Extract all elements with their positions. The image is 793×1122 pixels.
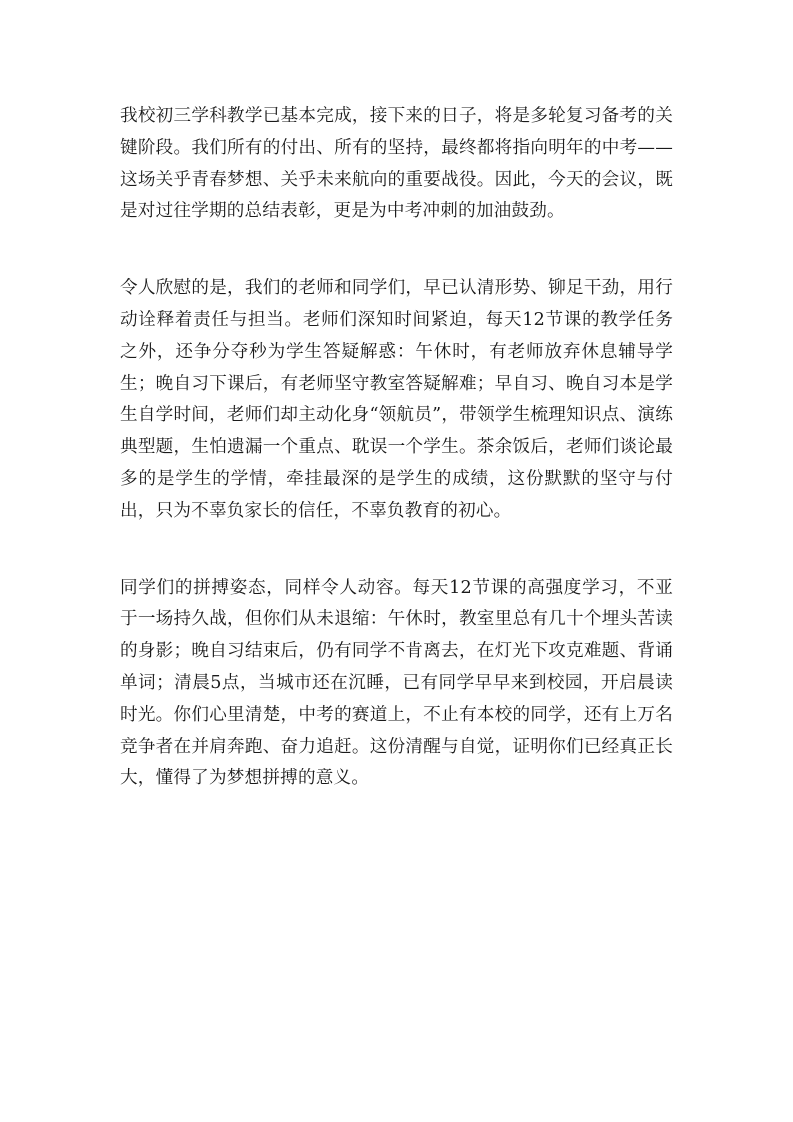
paragraph-1: 我校初三学科教学已基本完成，接下来的日子，将是多轮复习备考的关键阶段。我们所有的付出、所有的坚持，最终都将指向明年的中考——这场关乎青春梦想、关乎未来航向的重要战役。因此，今天的会议，既是对过往学期的总结表彰，更是为中考冲刺的加油鼓劲。 (120, 106, 673, 222)
paragraph-2: 令人欣慰的是，我们的老师和同学们，早已认清形势、铆足干劲，用行动诠释着责任与担当。老师们深知时间紧迫，每天12节课的教学任务之外，还争分夺秒为学生答疑解惑：午休时，有老师放弃休息辅导学生；晚自习下课后，有老师坚守教室答疑解难；早自习、晚自习本是学生自学时间，老师们却主动化身“领航员”，带领学生梳理知识点、演练典型题，生怕遗漏一个重点、耽误一个学生。茶余饭后，老师们谈论最多的是学生的学情，牵挂最深的是学生的成绩，这份默默的坚守与付出，只为不辜负家长的信任，不辜负教育的初心。 (120, 278, 673, 521)
paragraph-3: 同学们的拼搏姿态，同样令人动容。每天12节课的高强度学习，不亚于一场持久战，但你们从未退缩：午休时，教室里总有几十个埋头苦读的身影；晚自习结束后，仍有同学不肯离去，在灯光下攻克难题、背诵单词；清晨5点，当城市还在沉睡，已有同学早早来到校园，开启晨读时光。你们心里清楚，中考的赛道上，不止有本校的同学，还有上万名竞争者在并肩奔跑、奋力追赶。这份清醒与自觉，证明你们已经真正长大，懂得了为梦想拼搏的意义。 (120, 577, 673, 789)
document-body (120, 101, 673, 795)
